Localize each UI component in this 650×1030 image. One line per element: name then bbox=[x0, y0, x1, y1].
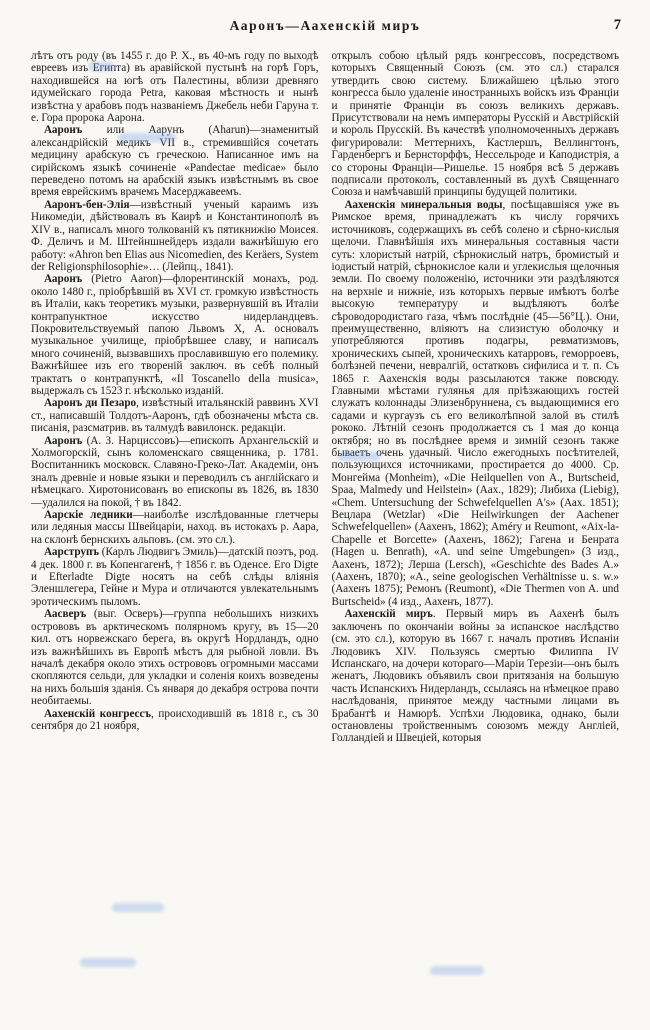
entry-text: (Карлъ Людвигъ Эмиль)—датскій поэтъ, род. 4 дек. 1800 г. въ Копенгагенѣ, † 1856 г. въ Оденсе. Его Digte и Efterladte Digte носятъ на себѣ слѣды вліянія Эленшлегера, Гейне и Мура и отличаются увлекательнымъ эротическимъ пыломъ. bbox=[31, 546, 319, 608]
entry-term: Ааронъ ди Пезаро bbox=[44, 397, 137, 410]
entry-text: . Первый миръ въ Аахенѣ былъ заключенъ по окончаніи войны за испанское наслѣдство (см. это сл.), которую въ 1667 г. началъ противъ Испаніи Людовикъ XIV. Пользуясь смертью Филиппа IV Испанскаго, на дочери котораго—Маріи Терезіи—онъ былъ женатъ, Людовикъ объявилъ свои притязанія на большую часть Испанскихъ Нидерландъ, ссылаясь на нѣмецкое право наслѣдованія, принятое между частными лицами въ Брабантѣ и Намюрѣ. Успѣхи Людовика, однако, были остановлены тройственнымъ союзомъ между Англіей, Голландіей и Швеціей, которыя bbox=[331, 608, 619, 745]
entry-paragraph bbox=[31, 435, 319, 509]
entry-term: Аасверъ bbox=[44, 608, 87, 621]
entry-term: Аахенскій миръ bbox=[344, 608, 433, 621]
entry-term: Аарструпъ bbox=[44, 546, 99, 559]
entry-paragraph bbox=[31, 273, 319, 397]
entry-text: или Аарунъ (Aharun)—знаменитый александрійскій медикъ VII в., стремившійся сочетать медицину арабскую съ греческою. Написанное имъ на сирійскомъ языкѣ сочиненіе «Pandectae medicae» было переведено потомъ на арабскій языкъ извѣстнымъ въ свое время еврейскимъ врачемъ Масерджавеемъ. bbox=[31, 124, 319, 199]
entry-term: Аахенскія минеральныя воды bbox=[344, 198, 503, 211]
entry-term: Аарскіе ледники bbox=[44, 509, 133, 522]
page-number: 7 bbox=[613, 17, 621, 33]
entry-text: , извѣстный итальянскій раввинъ XVI ст., написавшій Толдотъ-Ааронъ, гдѣ обозначены мѣста св. писанія, разсматрив. въ талмудѣ вавилонск. редакціи. bbox=[31, 397, 319, 435]
running-head: Ааронъ—Аахенскій миръ bbox=[229, 18, 421, 33]
entry-paragraph bbox=[31, 199, 319, 273]
entry-text: (Pietro Aaron)—флорентинскій монахъ, род. около 1480 г., пріобрѣвшій въ XVI ст. громкую извѣстность въ Италіи, какъ теоретикъ музыки, развернувшій въ Италіи контрапунктное искусство нидерландцевъ. Покровительствуемый папою Львомъ X, А. основалъ музыкальное училище, пріобрѣвшее славу, и написалъ много сочиненій, вызвавшихъ прославившую его полемику. Важнѣйшее изъ его твореній заключ. въ себѣ полный трактатъ о контрапунктѣ, «Il Toscanello della musica», выдержалъ съ 1523 г. нѣсколько изданій. bbox=[31, 273, 319, 397]
entry-paragraph bbox=[332, 608, 620, 744]
entry-term: Ааронъ bbox=[44, 434, 83, 447]
entry-text: , происходившій въ 1818 г., съ 30 сентября до 21 ноября, bbox=[31, 707, 319, 732]
entry-paragraph bbox=[31, 509, 319, 546]
entry-paragraph bbox=[31, 397, 319, 434]
entry-text: лѣтъ отъ роду (въ 1455 г. до Р. Х., въ 40-мъ году по выходѣ евреевъ изъ Египта) въ аравійской пустынѣ на горѣ Горъ, находившейся на югѣ отъ Палестины, вблизи древняго идумейскаго города Petra, каковая мѣстность и нынѣ извѣстна у арабовъ подъ названіемъ Джебель неби Гаруна т. е. Гора пророка Аарона. bbox=[31, 50, 319, 125]
entry-paragraph bbox=[31, 608, 319, 707]
entry-paragraph bbox=[31, 124, 319, 198]
entry-paragraph bbox=[332, 50, 620, 199]
entry-text: —наиболѣе изслѣдованные глетчеры или ледяныя массы Швейцаріи, наход. въ истокахъ р. Аара, на склонѣ бернскихъ альповъ. (см. это сл.). bbox=[31, 509, 319, 546]
entry-text: открылъ собою цѣлый рядъ конгрессовъ, посредствомъ которыхъ Священный Союзъ (см. это сл.) старался утвердить свою систему. Ближайшею цѣлью этого конгресса было удаленіе иностранныхъ войскъ изъ Франціи и принятіе Франціи въ союзъ великихъ державъ. Присутствовали на немъ императоры Русскій и Австрійскій и король Прусскій. Въ качествѣ уполномоченныхъ державъ фигурировали: Меттернихъ, Кастлершъ, Веллингтонъ, Гарденбергъ и Бернсторффъ, Нессельроде и Каподистрія, а со стороны Франціи—Ришелье. 15 ноября всѣ 5 державъ подписали протоколъ, составленный въ духѣ Священнаго Союза и намѣчавшій принципы будущей политики. bbox=[331, 50, 619, 199]
entry-text: (А. З. Нарциссовъ)—епископъ Архангельскій и Холмогорскій, сынъ коломенскаго священника, р. 1781. Воспитанникъ московск. Славяно-Греко-Лат. Академіи, онъ зналъ древніе и новые языки и переводилъ съ англійскаго и нѣмецкаго. Хиротонисованъ во епископы въ 1826, въ 1830—удалился на покой, † въ 1842. bbox=[31, 434, 319, 509]
entry-text: , посѣщавшіяся уже въ Римское время, принадлежатъ къ числу горячихъ источниковъ, содержащихъ въ себѣ солено и сѣрно-кислыя щелочи. Главнѣйшія ихъ минеральныя составныя части суть: хлористый натрій, сѣрнокислый натръ, бромистый и іодистый натрій, сѣрнокислое кали и углекислыя щелочныя земли. По своему положенію, источники эти раздѣляются на верхніе и нижніе, изъ которыхъ первые имѣютъ болѣе высокую температуру и выдѣляютъ болѣе сѣроводородистаго газа, чѣмъ послѣдніе (45—56°Ц.). Они, преимущественно, вліяютъ на слизистую оболочку и употребляются противъ подагры, ревматизмовъ, хроническихъ сыпей, хроническихъ катарровъ, геморроевъ, болѣзней печени, невралгій, остатковъ сифилиса и т. п. Съ 1865 г. Аахенскія воды разсылаются также повсюду. Главными мѣстами гулянья для пріѣзжающихъ гостей служатъ колоннады Элизенбруннена, съ выдающимися его садами и кургаузъ съ его великолѣпной залой въ стилѣ рококо. Лѣтній сезонъ продолжается съ 1 мая до конца октября; но въ послѣднее время и зимній сезонъ также бываетъ очень удачный. Число ежегодныхъ посѣтителей, пользующихся источниками, простирается до 4000. Ср. Монгейма (Monheim), «Die Heilquellen von A., Burtscheid, Spaa, Malmedy und Heilstein» (Аах., 1829); Либиха (Liebig), «Chem. Untersuchung der Schwefelquellen A's» (Аах. 1851); Вецлара (Wetzlar) «Die Heilwirkungen der Aachener Schwefelquellen» (Аахенъ, 1862); Améry и Reumont, «Aix-la-Chapelle et Borcette» (Аахенъ, 1862); Гагена и Бенрата (Hagen u. Benrath), «A. und seine Umgebungen» (3 изд., Аахенъ, 1872); Лерша (Lersch), «Geschichte des Bades A.» (Аахенъ, 1870); «A., seine geologischen Verhältnisse u. s. w.» (Аахенъ 1875); Ремонъ (Reumont), «Die Thermen von A. und Burtscheid» (4 изд., Аахенъ, 1877). bbox=[331, 198, 619, 608]
entry-term: Ааронъ bbox=[44, 273, 83, 286]
left-column bbox=[31, 50, 319, 1022]
entry-paragraph bbox=[31, 50, 319, 124]
text-columns bbox=[31, 50, 619, 1022]
entry-term: Аахенскій конгрессъ bbox=[44, 707, 152, 720]
entry-text: (выг. Осверъ)—группа небольшихъ низкихъ острововъ въ арктическомъ полярномъ кругу, въ 15—20 кил. отъ норвежскаго берега, въ округѣ Нордландъ, одно изъ важнѣйшихъ въ Европѣ мѣстъ для рыбной ловли. Въ началѣ декабря около этихъ острововъ огромными массами скопляются сельди, для укладки и соленія коихъ возведены на нихъ большія зданія. Съ января до декабря острова почти необитаемы. bbox=[31, 608, 319, 708]
entry-paragraph bbox=[31, 546, 319, 608]
entry-term: Ааронъ-бен-Элія bbox=[44, 198, 130, 211]
entry-text: —извѣстный ученый караимъ изъ Никомедіи, дѣйствовалъ въ Каирѣ и Константинополѣ въ XIV в., написалъ много толкованій къ пятикнижію Моисея. Ф. Деличъ и М. Штейншнейдеръ издали важнѣйшую его работу: «Ahron ben Elias aus Nicomedien, des Keräers, System der Religionsphilosophie»… (Лейпц., 1841). bbox=[31, 198, 319, 273]
right-column bbox=[332, 50, 620, 1022]
entry-paragraph bbox=[332, 199, 620, 608]
entry-term: Ааронъ bbox=[44, 124, 83, 137]
entry-paragraph bbox=[31, 708, 319, 733]
